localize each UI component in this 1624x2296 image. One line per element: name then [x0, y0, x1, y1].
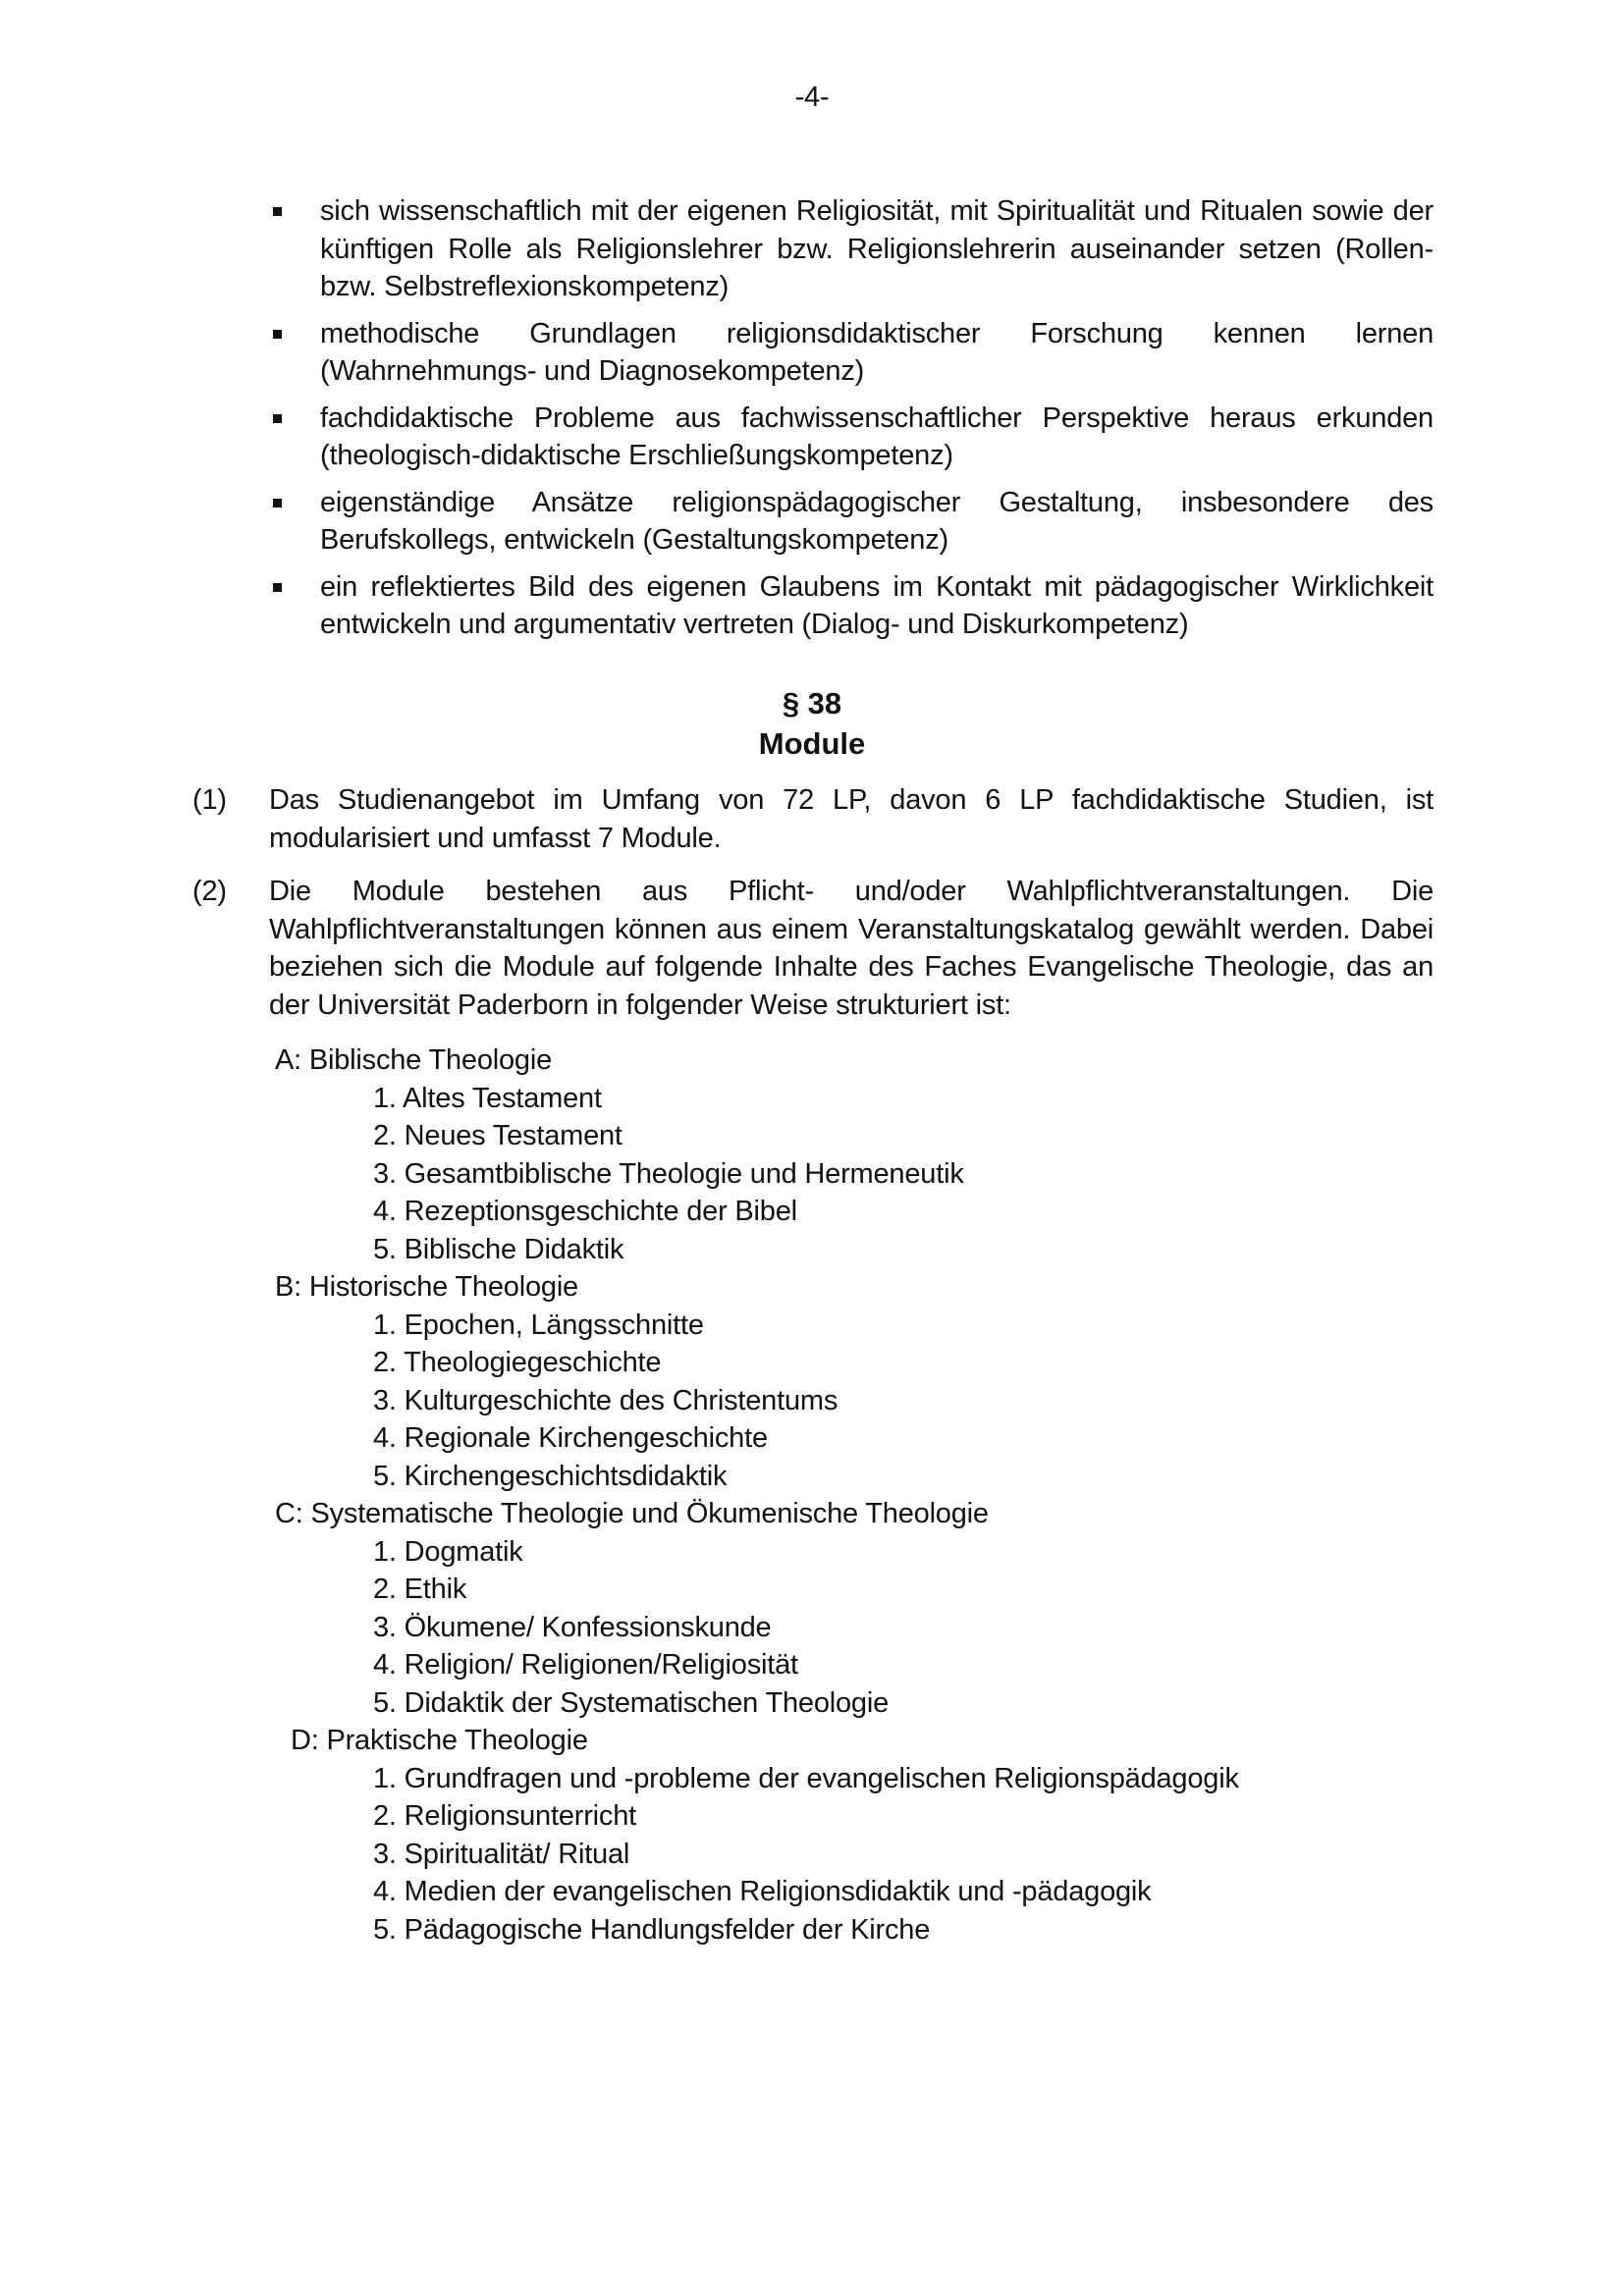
paragraph-2 — [192, 873, 1434, 1024]
competency-text: sich wissenschaftlich mit der eigenen Religiosität, mit Spiritualität und Ritualen sowie der künftigen Rolle als Religionslehrer bzw. Religionslehrerin auseinander setzen (Rollen- bzw. Selbstreflexionskompetenz) — [320, 195, 1434, 302]
topic-item: 5. Biblische Didaktik — [373, 1233, 624, 1265]
topic-item: 3. Gesamtbiblische Theologie und Hermeneutik — [373, 1157, 964, 1190]
competency-item-2 — [265, 315, 1434, 391]
paragraph-number: (1) — [192, 784, 227, 816]
competency-text: eigenständige Ansätze religionspädagogischer Gestaltung, insbesondere des Berufskollegs, entwickeln (Gestaltungskompetenz) — [320, 486, 1434, 556]
square-bullet-icon — [273, 414, 282, 423]
topic-item: 1. Epochen, Längsschnitte — [373, 1308, 704, 1341]
topic-item: 3. Ökumene/ Konfessionskunde — [373, 1611, 772, 1643]
area-title-a: A: Biblische Theologie — [275, 1044, 553, 1076]
section-number: § 38 — [782, 686, 842, 721]
competency-text: fachdidaktische Probleme aus fachwissenschaftlicher Perspektive heraus erkunden (theologisch-didaktische Erschließungskompetenz) — [320, 401, 1434, 471]
page-number: -4- — [794, 81, 830, 113]
topic-item: 1. Dogmatik — [373, 1535, 523, 1568]
subject-structure — [275, 1041, 1434, 1949]
topic-item: 1. Grundfragen und -probleme der evangelischen Religionspädagogik — [373, 1762, 1239, 1794]
topic-item: 2. Neues Testament — [373, 1120, 623, 1151]
topic-item: 4. Religion/ Religionen/Religiosität — [373, 1649, 798, 1681]
section-title: Module — [758, 726, 866, 761]
topic-item: 3. Spiritualität/ Ritual — [373, 1838, 630, 1870]
area-title-c: C: Systematische Theologie und Ökumenische Theologie — [275, 1498, 989, 1529]
topic-item: 4. Medien der evangelischen Religionsdidaktik und -pädagogik — [373, 1876, 1152, 1907]
topic-item: 2. Theologiegeschichte — [373, 1347, 662, 1378]
square-bullet-icon — [273, 583, 282, 592]
competency-text: ein reflektiertes Bild des eigenen Glaubens im Kontakt mit pädagogischer Wirklichkeit entwickeln und argumentativ vertreten (Dialog- und Diskurkompetenz) — [320, 570, 1434, 640]
paragraph-number: (2) — [192, 876, 227, 907]
square-bullet-icon — [273, 207, 282, 216]
paragraph-text: Die Module bestehen aus Pflicht- und/oder Wahlpflichtveranstaltungen. Die Wahlpflichtveranstaltungen können aus einem Veranstaltungskatalog gewählt werden. Dabei beziehen sich die Module auf folgende Inhalte des Faches Evangelische Theologie, das an der Universität Paderborn in folgender Weise strukturiert ist: — [269, 876, 1434, 1021]
square-bullet-icon — [273, 499, 282, 507]
topic-item: 3. Kulturgeschichte des Christentums — [373, 1384, 839, 1416]
competency-item-1 — [265, 192, 1434, 306]
topic-item: 2. Ethik — [373, 1574, 467, 1605]
area-title-d: D: Praktische Theologie — [291, 1725, 588, 1756]
competency-item-5 — [265, 568, 1434, 644]
area-title-b: B: Historische Theologie — [275, 1271, 578, 1303]
topic-item: 5. Kirchengeschichtsdidaktik — [373, 1460, 728, 1492]
square-bullet-icon — [273, 330, 282, 339]
competency-item-3 — [265, 400, 1434, 475]
topic-item: 5. Didaktik der Systematischen Theologie — [373, 1686, 890, 1719]
competency-list — [265, 192, 1434, 653]
topic-item: 4. Rezeptionsgeschichte der Bibel — [373, 1196, 797, 1227]
competency-text: methodische Grundlagen religionsdidaktischer Forschung kennen lernen (Wahrnehmungs- und Diagnosekompetenz) — [320, 317, 1434, 387]
paragraph-text: Das Studienangebot im Umfang von 72 LP, davon 6 LP fachdidaktische Studien, ist modularisiert und umfasst 7 Module. — [269, 784, 1434, 854]
topic-item: 4. Regionale Kirchengeschichte — [373, 1422, 768, 1454]
topic-item: 1. Altes Testament — [373, 1082, 602, 1114]
topic-item: 2. Religionsunterricht — [373, 1800, 637, 1832]
paragraph-1 — [192, 781, 1434, 857]
topic-item: 5. Pädagogische Handlungsfelder der Kirche — [373, 1913, 931, 1946]
section-heading — [0, 683, 1624, 764]
competency-item-4 — [265, 484, 1434, 560]
